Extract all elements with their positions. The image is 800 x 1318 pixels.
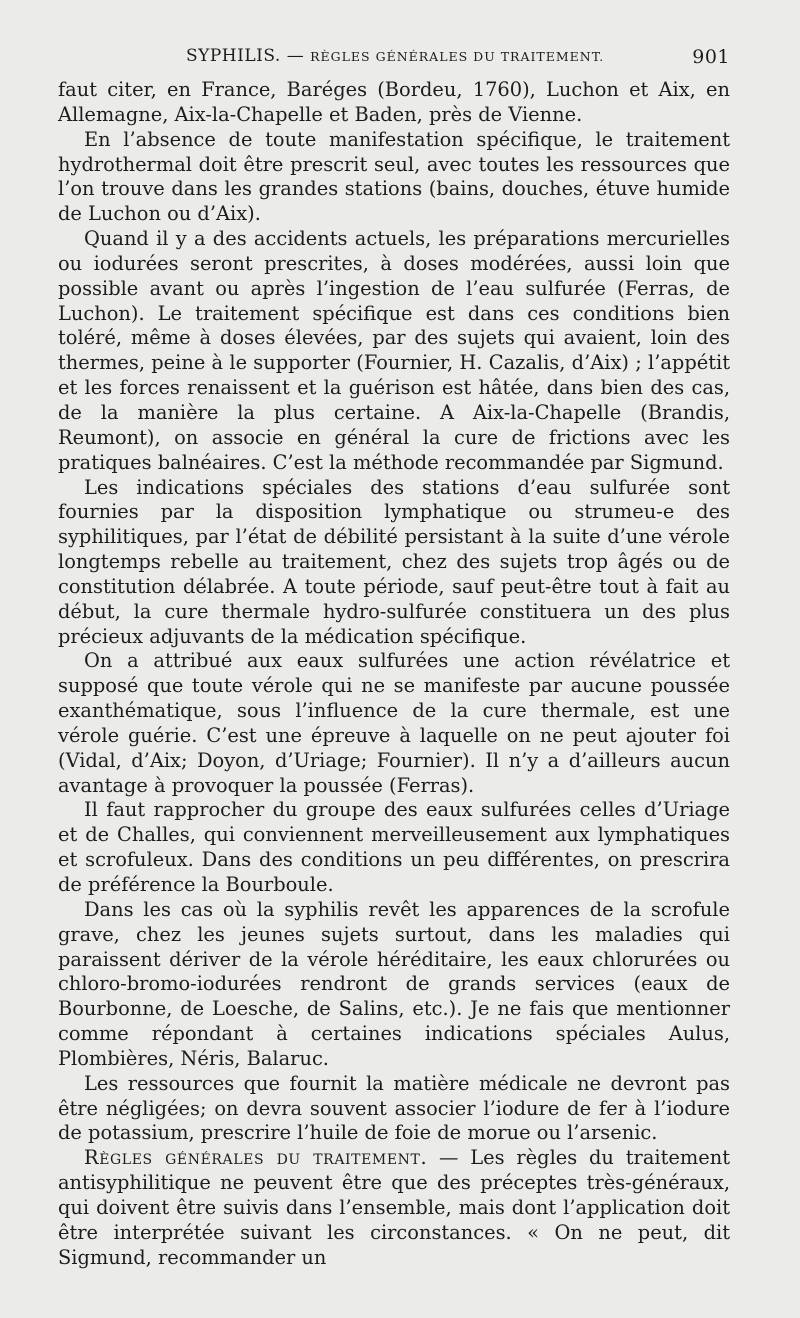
head-dash: — xyxy=(286,46,305,66)
paragraph-mercurial: Quand il y a des accidents actuels, les préparations mercurielles ou iodurées seront prescrites, à doses modérées, aussi loin que possible avant ou après l’ingestion de l’eau sulfurée (Ferras, de Luchon). Le traitement spécifique est dans ces conditions bien toléré, même à doses élevées, par des sujets qui avaient, loin des thermes, peine à le supporter (Fournier, H. Cazalis, d’Aix) ; l’appétit et les forces renaissent et la guérison est hâtée, dans bien des cas, de la manière la plus certaine. A Aix-la-Chapelle (Brandis, Reumont), on associe en général la cure de frictions avec les pratiques balnéaires. C’est la méthode recommandée par Sigmund. xyxy=(58,227,730,474)
paragraph-general-rules xyxy=(58,1146,730,1270)
section-heading: Règles générales du traitement. xyxy=(84,1146,428,1170)
paragraph-revelatory: On a attribué aux eaux sulfurées une action révélatrice et supposé que toute vérole qui ne se manifeste par aucune poussée exanthématique, sous l’influence de la cure thermale, est une vérole guérie. C’est une épreuve à laquelle on ne peut ajouter foi (Vidal, d’Aix; Doyon, d’Uriage; Fournier). Il n’y a d’ailleurs aucun avantage à provoquer la poussée (Ferras). xyxy=(58,649,730,797)
paragraph-indications: Les indications spéciales des stations d’eau sulfurée sont fournies par la disposition lymphatique ou strumeu-e des syphilitiques, par l’état de débilité persistant à la suite d’une vérole longtemps rebelle au traitement, chez des sujets trop âgés ou de constitution délabrée. A toute période, sauf peut-être tout à fait au début, la cure thermale hydro-sulfurée constituera un des plus précieux adjuvants de la médication spécifique. xyxy=(58,475,730,648)
general-rules-text: — Les règles du traitement antisyphilitique ne peuvent être que des préceptes très-généraux, qui doivent être suivis dans l’ensemble, mais dont l’application doit être interprétée suivant les circonstances. « On ne peut, dit Sigmund, recommander un xyxy=(58,1146,730,1269)
page-number: 901 xyxy=(692,46,730,68)
paragraph-continuation: faut citer, en France, Baréges (Bordeu, 1760), Luchon et Aix, en Allemagne, Aix-la-Chapelle et Baden, près de Vienne. xyxy=(58,78,730,126)
paragraph-scrofula: Dans les cas où la syphilis revêt les apparences de la scrofule grave, chez les jeunes sujets surtout, dans les maladies qui paraissent dériver de la vérole héréditaire, les eaux chlorurées ou chloro-bromo-iodurées rendront de grands services (eaux de Bourbonne, de Loesche, de Salins, etc.). Je ne fais que mentionner comme répondant à certaines indications spéciales Aulus, Plombières, Néris, Balaruc. xyxy=(58,897,730,1070)
paragraph-hydrothermal: En l’absence de toute manifestation spécifique, le traitement hydrothermal doit être prescrit seul, avec toutes les ressources que l’on trouve dans les grandes stations (bains, douches, étuve humide de Luchon ou d’Aix). xyxy=(58,127,730,226)
paragraph-materia-medica: Les ressources que fournit la matière médicale ne devront pas être négligées; on devra souvent associer l’iodure de fer à l’iodure de potassium, prescrire l’huile de foie de morue ou l’arsenic. xyxy=(58,1071,730,1145)
section-title: RÈGLES GÉNÉRALES DU TRAITEMENT. xyxy=(310,49,605,64)
running-head xyxy=(58,40,730,76)
chapter-title: SYPHILIS. xyxy=(186,46,281,66)
body-text xyxy=(58,78,730,1271)
running-head-title xyxy=(186,46,604,66)
paragraph-uriage: Il faut rapprocher du groupe des eaux sulfurées celles d’Uriage et de Challes, qui conviennent merveilleusement aux lymphatiques et scrofuleux. Dans des conditions un peu différentes, on prescrira de préférence la Bourboule. xyxy=(58,798,730,896)
